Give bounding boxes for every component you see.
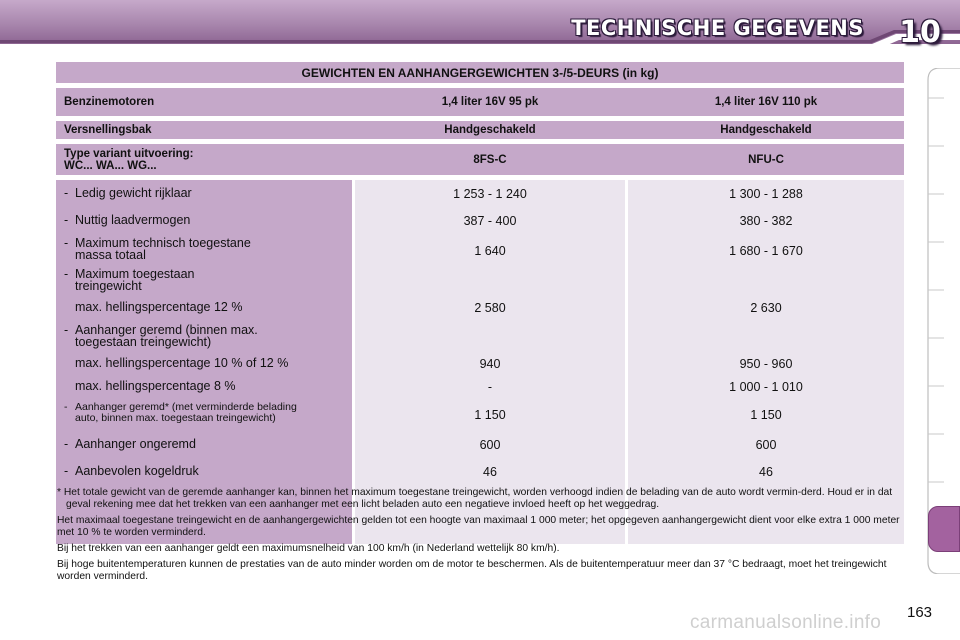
- table-row-engine: [56, 88, 904, 116]
- side-tab-strip: [926, 68, 960, 574]
- type-label-line2: WC... WA... WG...: [64, 159, 157, 172]
- header-banner: [0, 0, 960, 52]
- header-cell-label: Versnellingsbak: [64, 124, 152, 136]
- header-cell-col2: Handgeschakeld: [720, 124, 812, 136]
- table-title: GEWICHTEN EN AANHANGERGEWICHTEN 3-/5-DEURS (in kg): [56, 62, 904, 83]
- row-label-max-mass: - Maximum technisch toegestane massa totaal: [64, 236, 251, 262]
- value-towball: 46: [483, 465, 497, 479]
- row-label-braked-trailer: - Aanhanger geremd (binnen max. toegestaan treingewicht): [64, 323, 258, 349]
- value-slope-8: 1 000 - 1 010: [729, 380, 803, 394]
- row-label-empty-weight: - Ledig gewicht rijklaar: [64, 186, 192, 200]
- row-label-braked-reduced: - Aanhanger geremd* (met verminderde belading auto, binnen max. toegestaan treingewicht): [64, 401, 297, 424]
- row-label-unbraked: - Aanhanger ongeremd: [64, 437, 196, 451]
- value-braked-reduced: 1 150: [474, 408, 506, 422]
- header-cell-col1: Handgeschakeld: [444, 124, 536, 136]
- footnote-braked-trailer: * Het totale gewicht van de geremde aanhanger kan, binnen het maximum toegestane treingewicht, worden verhoogd indien de belading van de auto wordt vermin-derd. Houd er in dat geval rekening mee dat het trekken van een aanhanger met een licht beladen auto een negatieve invloed heeft op het weggedrag.: [57, 487, 893, 510]
- value-empty-weight: 1 253 - 1 240: [453, 187, 527, 201]
- value-unbraked: 600: [479, 438, 501, 452]
- type-label-line1: Type variant uitvoering:: [64, 147, 194, 160]
- table-row-gearbox: [56, 121, 904, 139]
- value-slope-8: -: [487, 380, 493, 394]
- value-slope-10-12: 940: [479, 357, 501, 371]
- watermark: carmanualsonline.info: [690, 612, 882, 633]
- value-max-mass: 1 680 - 1 670: [729, 244, 803, 258]
- chapter-number: 10: [899, 15, 941, 50]
- footnotes: [57, 487, 907, 587]
- page-number: 163: [907, 604, 933, 621]
- row-label-towball: - Aanbevolen kogeldruk: [64, 464, 199, 478]
- row-label-slope-8: max. hellingspercentage 8 %: [75, 379, 236, 393]
- note-temperature: Bij hoge buitentemperaturen kunnen de prestaties van de auto minder worden om de motor te beschermen. Als de buitentemperatuur meer dan 37 °C bedraagt, moet het treingewicht worden verminderd.: [57, 559, 887, 582]
- value-slope-12: 2 630: [750, 301, 782, 315]
- note-altitude: Het maximaal toegestane treingewicht en de aanhangergewichten gelden tot een hoogte van maximaal 1 000 meter; het opgegeven aanhangergewicht dient voor elke extra 1 000 meter met 10 % te worden verminderd.: [57, 515, 900, 538]
- header-cell-col2: NFU-C: [748, 153, 784, 166]
- value-payload: 380 - 382: [739, 214, 793, 228]
- header-cell-col2: 1,4 liter 16V 110 pk: [714, 96, 818, 108]
- header-cell-col1: 8FS-C: [473, 153, 507, 166]
- chapter-tab-active[interactable]: [928, 506, 960, 552]
- row-label-payload: - Nuttig laadvermogen: [64, 213, 191, 227]
- note-speed-limit: Bij het trekken van een aanhanger geldt een maximumsnelheid van 100 km/h (in Nederland wettelijk 80 km/h).: [57, 543, 560, 554]
- value-braked-reduced: 1 150: [750, 408, 782, 422]
- value-unbraked: 600: [755, 438, 777, 452]
- value-payload: 387 - 400: [463, 214, 517, 228]
- page-title: TECHNISCHE GEGEVENS: [571, 16, 864, 40]
- header-cell-label: Benzinemotoren: [64, 96, 155, 108]
- value-max-mass: 1 640: [474, 244, 506, 258]
- header-cell-label: [56, 144, 352, 175]
- row-label-slope-10-12: max. hellingspercentage 10 % of 12 %: [75, 356, 289, 370]
- value-towball: 46: [759, 465, 773, 479]
- value-empty-weight: 1 300 - 1 288: [729, 187, 803, 201]
- header-cell-col1: 1,4 liter 16V 95 pk: [441, 96, 539, 108]
- value-slope-10-12: 950 - 960: [739, 357, 793, 371]
- row-label-max-train: - Maximum toegestaan treingewicht: [64, 267, 195, 293]
- value-slope-12: 2 580: [474, 301, 506, 315]
- table-row-type: [56, 144, 904, 175]
- row-label-slope-12: max. hellingspercentage 12 %: [75, 300, 243, 314]
